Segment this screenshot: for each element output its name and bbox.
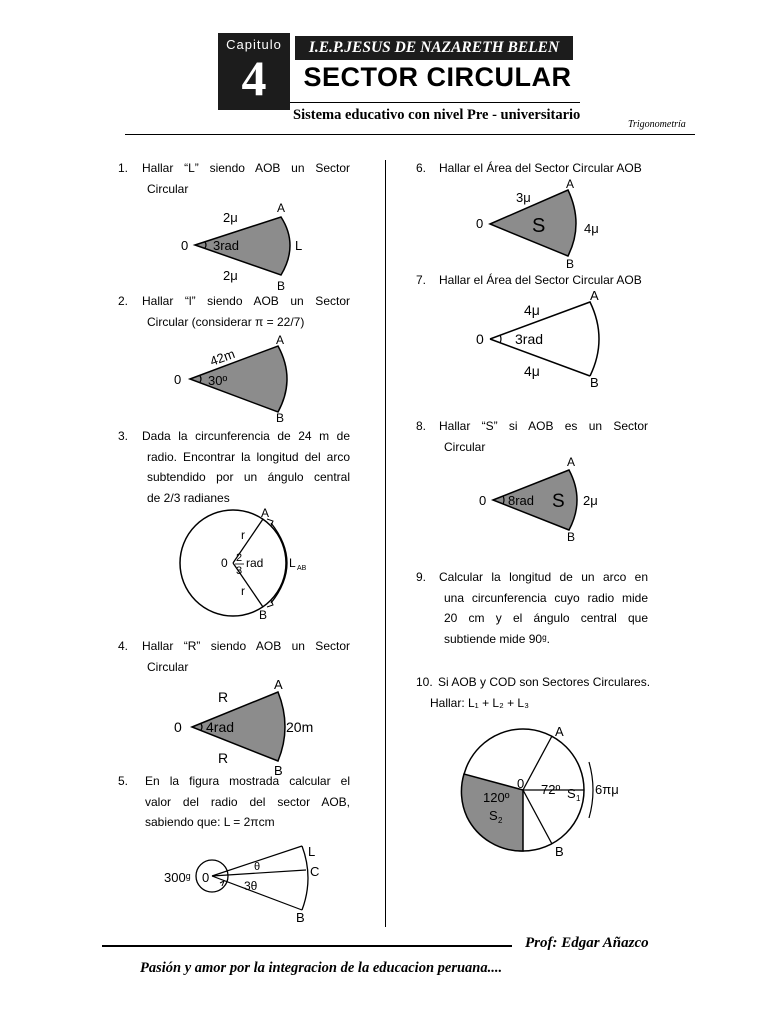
sector-S2-sub: 2 [498, 816, 503, 825]
sector-shape [195, 217, 290, 275]
question-line: Circular [147, 659, 189, 674]
question-number: 8. [416, 419, 427, 433]
page-subtitle: Sistema educativo con nivel Pre - universitario [293, 107, 581, 123]
question-line: valor del radio del sector AOB, [145, 794, 350, 809]
sector-outline [490, 302, 599, 376]
angle-label: 30º [208, 373, 228, 388]
question-number: 7. [416, 273, 427, 287]
label-O: 0 [174, 372, 182, 387]
question-line: de 2/3 radianes [147, 490, 230, 505]
author-name: Prof: Edgar Añazco [525, 935, 649, 951]
footer-motto: Pasión y amor por la integracion de la educacion peruana.... [140, 960, 503, 976]
radius-bottom: 4μ [524, 363, 540, 379]
theta-label: θ [254, 861, 261, 873]
chapter-word: Capitulo [226, 37, 282, 52]
arc-label: 6πμ [595, 782, 619, 797]
label-A: A [567, 455, 576, 469]
figure-5 [162, 838, 332, 928]
question-line: sabiendo que: L = 2πcm [145, 815, 275, 829]
question-3 [118, 426, 350, 508]
question-number: 4. [118, 639, 129, 653]
radius-top: 4μ [524, 302, 540, 318]
label-L: L [308, 844, 316, 859]
question-line: Hallar “l” siendo AOB un Sector [142, 294, 350, 308]
figure-6 [470, 176, 610, 271]
question-line: una circunferencia cuyo radio mide [444, 590, 648, 605]
sector-S1-sub: 1 [576, 794, 581, 803]
three-theta-label: 3θ [244, 879, 258, 893]
radius-label: 42m [207, 346, 237, 369]
label-B: B [276, 411, 285, 425]
figure-4 [170, 675, 320, 778]
question-number: 1. [118, 161, 129, 175]
question-5 [118, 771, 350, 833]
question-line: 20 cm y el ángulo central que [444, 611, 648, 625]
question-line: subtendido por un ángulo central [147, 470, 350, 484]
sector-S2-label: S [489, 808, 498, 823]
angle-label: 3rad [515, 331, 544, 347]
subject-label: Trigonometría [628, 119, 686, 130]
radius-top: R [218, 689, 229, 705]
question-line: Dada la circunferencia de 24 m de [142, 429, 350, 443]
arc-dimension [589, 762, 593, 818]
question-number: 3. [118, 429, 129, 443]
angle-unit: rad [246, 556, 264, 570]
angle-denominator: 3 [236, 565, 243, 577]
question-8 [416, 416, 648, 457]
figure-8 [475, 455, 615, 545]
label-B: B [566, 257, 575, 271]
arc-label: 20m [286, 719, 314, 735]
question-line: Circular (considerar π = 22/7) [147, 314, 305, 329]
radius-r1: r [241, 528, 245, 542]
radius-r2: r [241, 584, 245, 598]
radius-bottom: 2μ [223, 268, 238, 283]
question-number: 2. [118, 294, 129, 308]
label-B: B [277, 279, 286, 293]
label-C: C [310, 864, 320, 879]
sector-shape [190, 346, 287, 412]
label-O: 0 [221, 556, 228, 570]
angle-label: 8rad [508, 493, 535, 508]
question-line: Hallar “R” siendo AOB un Sector [142, 639, 350, 653]
footer-rule [102, 945, 512, 947]
angle-label: 3rad [213, 238, 240, 253]
area-label: S [532, 215, 546, 237]
label-A: A [277, 201, 286, 215]
arc-label: 4μ [584, 221, 599, 236]
figure-2 [170, 332, 310, 424]
figure-1 [175, 200, 315, 292]
angle-label: 4rad [206, 719, 235, 735]
question-line: En la figura mostrada calcular el [145, 774, 350, 788]
figure-3 [175, 505, 325, 623]
header-rule [125, 134, 695, 135]
question-number: 5. [118, 774, 129, 788]
question-line: Si AOB y COD son Sectores Circulares. [438, 675, 651, 689]
question-number: 9. [416, 570, 427, 584]
label-O: 0 [517, 776, 525, 791]
angle-72: 72º [541, 782, 561, 797]
label-B: B [274, 763, 283, 778]
label-A: A [274, 677, 283, 692]
arc-label: L [295, 238, 303, 253]
label-B: B [590, 375, 599, 390]
figure-10 [455, 722, 630, 862]
subtitle-rule [290, 102, 580, 103]
arc-dimension [271, 523, 287, 603]
label-B: B [567, 530, 576, 544]
label-A: A [590, 288, 599, 303]
label-B: B [259, 608, 268, 622]
outer-angle-label: 300ᵍ [164, 870, 191, 885]
label-O: 0 [476, 216, 484, 231]
question-2 [118, 291, 350, 332]
label-O: 0 [476, 331, 484, 347]
question-line: radio. Encontrar la longitud del arco [147, 449, 350, 464]
question-line: Circular [147, 181, 189, 196]
column-divider [385, 160, 386, 927]
question-number: 10. [416, 675, 433, 689]
angle-numerator: 2 [236, 552, 243, 564]
question-line: Calcular la longitud de un arco en [439, 570, 648, 584]
sector-S1-label: S [567, 786, 576, 801]
question-4 [118, 636, 350, 677]
question-10 [416, 672, 656, 713]
radius-label: 3μ [516, 190, 531, 205]
arc-label: 2μ [583, 493, 598, 508]
radius-line [523, 790, 552, 844]
question-number: 6. [416, 161, 427, 175]
school-name: I.E.P.JESUS DE NAZARETH BELEN [295, 36, 573, 60]
chapter-number: 4 [241, 50, 267, 106]
radius-bottom: R [218, 750, 229, 766]
label-A: A [566, 177, 575, 191]
area-label: S [552, 491, 565, 512]
label-O: 0 [479, 493, 487, 508]
label-O: 0 [181, 238, 189, 253]
label-A: A [555, 724, 564, 739]
question-line: Hallar “L” siendo AOB un Sector [142, 161, 350, 175]
question-line: subtiende mide 90ᵍ. [444, 631, 550, 646]
question-line: Circular [444, 439, 486, 454]
label-A: A [276, 333, 285, 347]
question-line: Hallar “S” si AOB es un Sector [439, 419, 648, 433]
figure-7 [472, 287, 622, 390]
question-9 [416, 567, 648, 649]
arc-subscript: AB [297, 565, 307, 572]
arc-label: L [289, 556, 296, 570]
label-O: 0 [174, 719, 182, 735]
question-line: Hallar: L₁ + L₂ + L₃ [430, 695, 529, 710]
question-1 [118, 158, 350, 199]
question-line: Hallar el Área del Sector Circular AOB [439, 273, 642, 287]
label-O: 0 [202, 870, 210, 885]
label-A: A [261, 506, 270, 520]
label-B: B [296, 910, 305, 925]
angle-arc [500, 335, 501, 343]
arrow-head [220, 881, 224, 886]
chapter-badge [218, 33, 290, 110]
page-title: SECTOR CIRCULAR [303, 62, 572, 92]
radius-top: 2μ [223, 210, 238, 225]
angle-120: 120º [483, 790, 510, 805]
label-B: B [555, 844, 564, 859]
question-line: Hallar el Área del Sector Circular AOB [439, 161, 642, 175]
